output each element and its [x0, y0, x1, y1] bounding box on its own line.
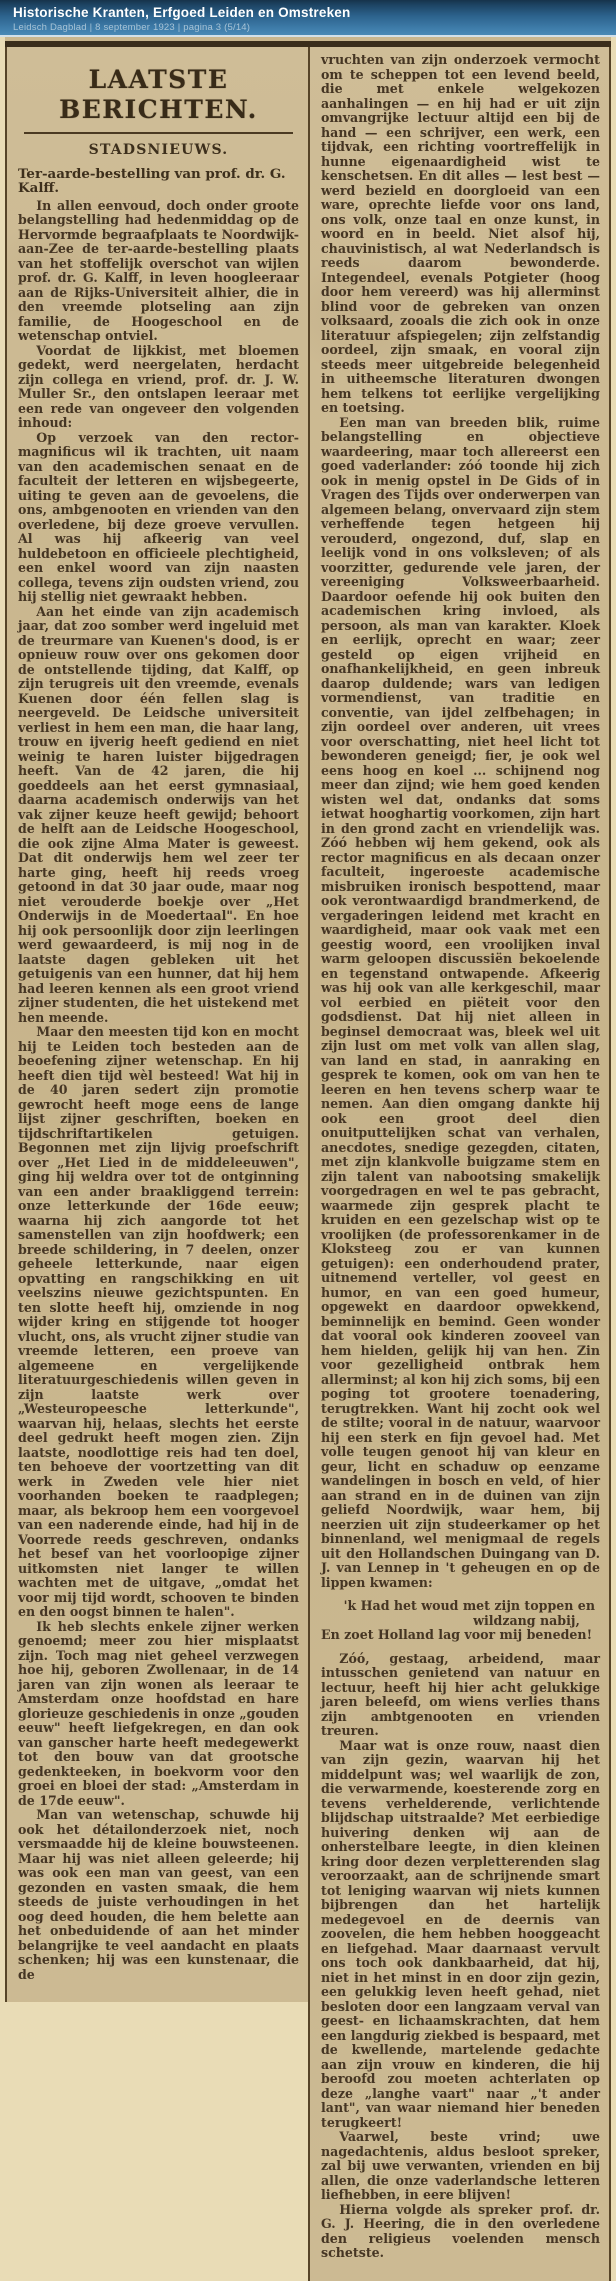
article-paragraph: Maar wat is onze rouw, naast dien van zijn gezin, waarvan hij het middelpunt was; wel waarlijk de zon, die verwarmende, koesterende zorg en tevens verhelderende, verlichtende blijdschap uitstraalde? Met eerbiedige huivering denken wij aan de onherstelbare leegte, in dien kleinen kring door dezen verpletterenden slag veroorzaakt, aan de schrijnende smart tot leniging waarvan wij niets kunnen bijbrengen dan het hartelijk medegevoel en de deernis van zoovelen, die hem hebben hooggeacht en liefgehad. Maar daarnaast vervult ons toch ook dankbaarheid, dat hij, niet in het minst in en door zijn gezin, een gelukkig leven heeft gehad, niet besloten door een langzaam verval van geest- en lichaamskrachten, dat hem een langdurig ziekbed is bespaard, met de kwellende, martelende gedachte aan zijn vrouw en kinderen, die hij beroofd zou moeten achterlaten op deze „langhe vaart" naar „'t ander lant", van waar niemand hier beneden terugkeert!	[321, 1737, 600, 2130]
poem-line: 'k Had het woud met zijn toppen en	[343, 1598, 595, 1613]
poem-quote	[321, 1599, 600, 1643]
article-paragraph: Een man van breeden blik, ruime belangstelling en objectieve waardeering, maar toch allereerst een goed vaderlander: zóó toonde hij zich ook in menig opstel in De Gids of in Vragen des Tijds over onderwerpen van algemeen belang, onvervaard zijn stem verheffende tegen hetgeen hij verouderd, ongezond, duf, slap en leelijk vond in ons volksleven; of als voorzitter, gedurende vele jaren, der vereeniging Volksweerbaarheid. Daardoor oefende hij ook buiten den academischen kring invloed, als persoon, als man van karakter. Kloek en eerlijk, oprecht en waar; zeer gesteld op eigen vrijheid en onafhankelijkheid, en geen inbreuk daarop duldende; wars van ledigen vormendienst, van traditie en conventie, van ijdel zelfbehagen; in zijn oordeel over anderen, uit vrees voor overschatting, niet heel licht tot bewonderen geneigd; fier, je ook wel eens hoog en koel ... schijnend nog meer dan zijnd; wie hem goed kenden wisten wel dat, ondanks dat soms ietwat hooghartig voorkomen, zijn hart in den grond zacht en vriendelijk was. Zóó hebben wij hem gekend, ook als rector magnificus en als decaan onzer faculteit, ingeroeste academische misbruiken ironisch bespottend, maar ook verontwaardigd brandmerkend, de vergaderingen leidend met kracht en waardigheid, maar ook vaak met een geestig woord, een vroolijken inval warm geloopen discussiën bekoelende en tegenstand ontwapende. Afkeerig was hij ook van alle kerkgeschil, maar vol eerbied en piëteit voor den godsdienst. Dat hij niet alleen in beginsel democraat was, bleek wel uit zijn lust om met volk van allen slag, van land en stad, in aanraking en gesprek te komen, ook om van hen te leeren en hen tevens scherp waar te nemen. Aan dien omgang dankte hij ook een groot deel dien onuitputtelijken schat van verhalen, anecdotes, snedige gezegden, citaten, met zijn klankvolle buigzame stem en zijn talent van nabootsing smakelijk voorgedragen en wel te pas gebracht, waarmede zijn gesprek placht te kruiden en een gezelschap wist op te vroolijken (de professorenkamer in de Kloksteeg zou er van kunnen getuigen): een onderhoudend prater, uitnemend verteller, vol geest en humor, en van een goed humeur, opgewekt en daardoor opwekkend, beminnelijk en bemind. Geen wonder dat vooral ook kinderen zooveel van hem hielden, gelijk hij van hen. Zin voor gezelligheid ontbrak hem allerminst; al kon hij zich soms, bij een poging tot grootere toenadering, terugtrekken. Want hij zocht ook wel de stilte; vooral in de natuur, waarvoor hij een sterk en fijn gevoel had. Met volle teugen genoot hij van kleur en geur, licht en schaduw op eenzame wandelingen in bosch en veld, of hier aan strand en in de duinen van zijn geliefd Noordwijk, waar hem, bij neerzien uit zijn studeerkamer op het binnenland, wel menigmaal de regels uit den Hollandschen Duingang van D. J. van Lennep in 't geheugen en op de lippen kwamen:	[321, 414, 600, 1590]
article-paragraph: Aan het einde van zijn academisch jaar, dat zoo somber werd ingeluid met de treurmare van Kuenen's dood, is er opnieuw rouw over ons gekomen door de ontstellende tijding, dat Kalff, op zijn terugreis uit den vreemde, evenals Kuenen door één fellen slag is neergeveld. De Leidsche universiteit verliest in hem een man, die haar lang, trouw en ijverig heeft gediend en niet weinig te haren luister bijgedragen heeft. Van de 42 jaren, die hij goeddeels aan het eerst gymnasiaal, daarna academisch onderwijs van het vak zijner keuze heeft gewijd; behoort de helft aan de Leidsche Hoogeschool, die ook zijne Alma Mater is geweest. Dat dit onderwijs hem wel zeer ter harte ging, heeft hij reeds vroeg getoond in dat 30 jaar oude, maar nog niet verouderde boekje over „Het Onderwijs in de Moedertaal". En hoe hij ook persoonlijk door zijn leerlingen werd gewaardeerd, is mij nog in de laatste dagen gebleken uit het getuigenis van een hunner, dat hij hem had leeren kennen als een groot vriend zijner studenten, die het uistekend met hen meende.	[18, 603, 299, 1025]
article-body-right-top	[321, 53, 600, 1590]
masthead-rule	[24, 132, 293, 134]
poem-line: wildzang nabij,	[473, 1612, 580, 1628]
newspaper-clipping	[5, 47, 611, 2281]
poem-line: En zoet Holland lag voor mij beneden!	[321, 1627, 593, 1642]
article-paragraph: Ik heb slechts enkele zijner werken genoemd; meer zou hier misplaatst zijn. Toch mag niet geheel verzwegen hoe hij, geboren Zwollenaar, in de 14 jaren van zijn wonen als leeraar te Amsterdam onze hoofdstad en hare glorieuze geschiedenis in onze „gouden eeuw" heeft liefgekregen, en dan ook van ganscher harte heeft medegewerkt tot den bouw van dat grootsche gedenkteeken, in boekvorm voor den groei en bloei der stad: „Amsterdam in de 17de eeuw".	[18, 1618, 299, 1808]
article-title: Ter-aarde-bestelling van prof. dr. G. Kalff.	[18, 165, 286, 196]
article-paragraph: vruchten van zijn onderzoek vermocht om te scheppen tot een levend beeld, die met enkele welgekozen aanhalingen — en hij had er uit zijn omvangrijke lectuur altijd een bij de hand — een schrijver, een werk, een tijdvak, een richting voortreffelijk in hunne eigenaardigheid wist te kenschetsen. En dit alles — lest best — werd bezield en doorgloeid van een ware, oprechte liefde voor ons land, ons volk, onze taal en onze kunst, in woord en in beeld. Niet alsof hij, chauvinistisch, al wat Nederlandsch is reeds daarom bewonderde. Integendeel, evenals Potgieter (hoog door hem vereerd) was hij allerminst blind voor de gebreken van onzen volksaard, zooals die zich ook in onze literatuur afspiegelen; zijn zelfstandig oordeel, zijn smaak, en vooral zijn steeds meer uitgebreide belegenheid in uitheemsche literaturen dwongen hem telkens tot eerlijke vergelijking en toetsing.	[321, 52, 600, 415]
column-right	[308, 47, 611, 2281]
article-paragraph: Voordat de lijkkist, met bloemen gedekt, werd neergelaten, herdacht zijn collega en vriend, prof. dr. J. W. Muller Sr., den ontslapen leeraar met een rede van ongeveer den volgenden inhoud:	[18, 342, 299, 430]
app-subtitle: Leidsch Dagblad | 8 september 1923 | pagina 3 (5/14)	[13, 22, 251, 33]
newspaper-scan[interactable]	[0, 37, 616, 2260]
article-paragraph: Man van wetenschap, schuwde hij ook het détailonderzoek niet, noch versmaadde hij de kleine bouwsteenen. Maar hij was niet alleen geleerde; hij was ook een man van geest, van een gezonden en vasten smaak, die hem steeds de juiste verhoudingen in het oog deed houden, die hem belette aan het onbeduidende of aan het minder belangrijke te veel aandacht en plaats schenken; hij was een kunstenaar, die de	[18, 1807, 299, 1982]
article-paragraph: In allen eenvoud, doch onder groote belangstelling had hedenmiddag op de Hervormde begraafplaats te Noordwijk-aan-Zee de ter-aarde-bestelling plaats van het stoffelijk overschot van wijlen prof. dr. G. Kalff, in leven hoogleeraar aan de Rijks-Universiteit alhier, die in den vreemde plotseling aan zijn familie, de Hoogeschool en de wetenschap ontviel.	[18, 197, 299, 343]
masthead-title: LAATSTE BERICHTEN.	[59, 65, 258, 124]
article-body-right-bottom	[321, 1652, 600, 2261]
app-header	[0, 0, 616, 37]
article-paragraph: Vaarwel, beste vrind; uwe nagedachtenis, aldus besloot spreker, zal bij uwe verwanten, vrienden en bij allen, die onze vaderlandsche letteren liefhebben, in eere blijven!	[321, 2129, 600, 2202]
article-paragraph: Maar den meesten tijd kon en mocht hij te Leiden toch besteden aan de beoefening zijner wetenschap. En hij heeft dien tijd wèl besteed! Wat hij in de 40 jaren sedert zijn promotie gewrocht heeft moge eens de lange lijst zijner geschriften, boeken en tijdschriftartikelen getuigen. Begonnen met zijn lijvig proefschrift over „Het Lied in de middeleeuwen", ging hij weldra over tot de ontginning van een ander braakliggend terrein: onze letterkunde der 16de eeuw; waarna hij zich aangorde tot het samenstellen van zijn hoofdwerk; een breede schildering, in 7 deelen, onzer geheele letterkunde, naar eigen opvatting en rangschikking en uit veelszins nieuwe gezichtspunten. En ten slotte heeft hij, omziende in nog wijder kring en stijgende tot hooger vlucht, ons, als vrucht zijner studie van vreemde letteren, een proeve van algemeene en vergelijkende literatuurgeschiedenis willen geven in zijn laatste werk over „Westeuropeesche letterkunde", waarvan hij, helaas, slechts het eerste deel gedrukt heeft mogen zien. Zijn laatste, noodlottige reis had ten doel, ten behoeve der voortzetting van dit werk in Zweden vele hier niet voorhanden boeken te raadplegen; maar, als bekroop hem een voorgevoel van een naderende einde, had hij in de Voorrede reeds geschreven, ondanks het besef van het voorloopige zijner uitkomsten niet langer te willen wachten met de uitgave, „omdat het voor mij tijd wordt, schooven te binden en den oogst binnen te halen".	[18, 1024, 299, 1619]
section-heading: STADSNIEUWS.	[88, 142, 229, 158]
scan-top-margin	[5, 37, 611, 47]
article-paragraph: Hierna volgde als spreker prof. dr. G. J. Heering, die in den overledene den religieus voelenden mensch schetste.	[321, 2201, 600, 2260]
column-left	[5, 47, 308, 2002]
app-title: Historische Kranten, Erfgoed Leiden en Omstreken	[13, 5, 351, 20]
article-body-left	[18, 199, 299, 1983]
article-paragraph: Zóó, gestaag, arbeidend, maar intusschen genietend van natuur en lectuur, heeft hij hier acht gelukkige jaren beleefd, om wiens verlies thans zijn ambtgenooten en vrienden treuren.	[321, 1650, 600, 1738]
article-paragraph: Op verzoek van den rector-magnificus wil ik trachten, uit naam van den academischen senaat en de faculteit der letteren en wijsbegeerte, uiting te geven aan de gevoelens, die ons, ambgenooten en vrienden van den overledene, bij deze groeve vervullen. Al was hij afkeerig van veel huldebetoon en officieele plechtigheid, een enkel woord van zijn naasten collega, tevens zijn oudsten vriend, zou hij stellig niet gewraakt hebben.	[18, 429, 299, 604]
